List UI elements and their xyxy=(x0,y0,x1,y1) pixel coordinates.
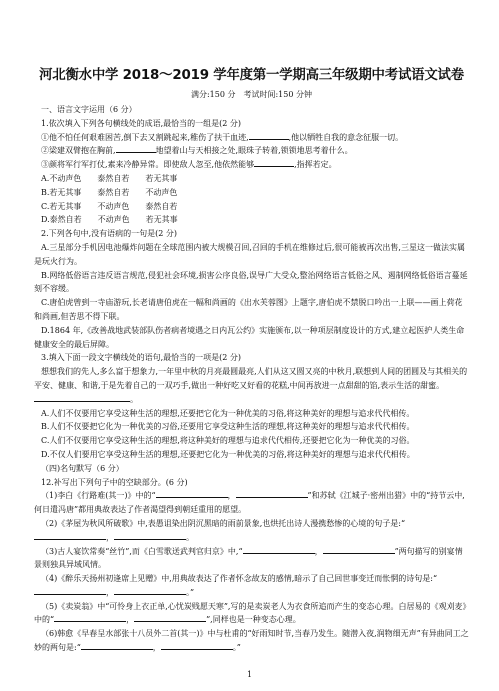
answer-blank xyxy=(34,393,130,402)
q3-option-d: D.不仅人们要用它享受这种生活的理想,还要把它化为一种优美的习俗,将这种美好的理想与追求代代相传。 xyxy=(41,449,415,459)
answer-blank xyxy=(34,586,106,595)
section-language: 一、语言文字运用（6 分） xyxy=(41,105,137,114)
section-quotations: （四)名句默写（6 分） xyxy=(41,463,124,473)
q1-option-b: B.若无其事 泰然自若 不动声色 xyxy=(41,187,178,197)
answer-blank xyxy=(243,545,315,554)
answer-blank xyxy=(116,144,156,153)
q2-option-a: A.三星部分手机因电池爆炸问题在全球范围内被大规模召回,召回的手机在维修过后,很可能被再次出售,三星这一做法实属是玩火行为。 xyxy=(34,242,465,266)
answer-blank xyxy=(54,613,126,622)
q2-option-d: D.1864 年,《改善战地武装部队伤者病者境遇之日内瓦公约》实施颁布,以一种项层制度设计的方式,建立起医护人类生命健康安全的最后屏障。 xyxy=(34,325,465,349)
question-3: 3.填入下面一段文字横线处的语句,最恰当的一项是(2 分) xyxy=(41,353,242,363)
q1-sentence-3: ③颜将军行军打仗,素来冷静异常。即使敌人忽至,他依然能够 ,指挥若定。 xyxy=(41,160,337,170)
q2-option-c: C.唐伯虎曾到一寺庙游玩,长老请唐伯虎在一幅和尚画的《出水芙蓉图》上题字,唐伯虎不禁脱口吟出一上联——画上荷花和尚画,但苦思不得下联。 xyxy=(34,298,463,321)
q1-option-c: C.若无其事 不动声色 泰然自若 xyxy=(41,201,178,211)
answer-blank xyxy=(161,641,233,650)
q1-option-d: D.泰然自若 不动声色 若无其事 xyxy=(41,215,178,225)
answer-blank xyxy=(114,531,186,540)
q12-item-3: （3)古人宴饮常奏“丝竹”,而《白雪歌送武判官归京》中,“ ， ”两句描写的别宴情景则独具异域风情。 xyxy=(34,546,463,570)
q1-option-a: A.不动声色 泰然自若 若无其事 xyxy=(41,173,178,183)
answer-blank xyxy=(134,613,206,622)
exam-title: 河北衡水中学 2018～2019 学年度第一学期高三年级期中考试语文试卷 xyxy=(39,68,464,83)
answer-blank xyxy=(249,131,289,140)
q12-item-5: （5)《卖炭翁》中“可怜身上衣正单,心忧炭贱愿天寒”,写的是卖炭老人为衣食所追而产生的变态心理。白居易的《观刈麦》中的“ ， ”,同样也是一种变态心理。 xyxy=(34,601,467,625)
q3-passage: 想想我们的先人,多么富于想象力,一年里中秋的月亮最圆最亮,人们从这又圆又亮的中秋月,联想到人间的团圆及与其相关的平安、健康、和谐,于是先着自己的一双巧手,做出一种好吃又好看的花糕,中间再放进一点甜甜的馅,表示生活的甜蜜。。 xyxy=(34,367,468,404)
answer-blank xyxy=(156,489,228,498)
q12-item-6: （6)韩愈《早春呈水部张十八员外二首(其一)》中与杜甫的“好雨知时节,当春乃发生。随潜入夜,润物细无声”有异曲同工之妙的两句是:“ ， 。” xyxy=(34,629,469,653)
q12-item-1: （1)李白《行路难(其一)》中的“ ， ”和苏轼《江城子·密州出猎》中的“持节云中,何日遣冯唐”都用典故表达了作者渴望得到朝廷重用的愿望。 xyxy=(34,491,465,515)
answer-blank xyxy=(236,489,308,498)
question-2: 2.下列各句中,没有语病的一句是(2 分) xyxy=(41,229,178,239)
q3-option-c: C.人们不仅要用它享受这种生活的理想,将这种美好的理想与追求代代相传,还要把它化为一种优美的习俗。 xyxy=(41,436,415,446)
question-1: 1.依次填入下列各句横线处的成语,最恰当的一组是(2 分) xyxy=(41,118,242,128)
answer-blank xyxy=(81,641,153,650)
answer-blank xyxy=(323,545,395,554)
q12-item-2: （2)《茅屋为秋风所破歌》中,表愚诅染出阴沉黑暗的雨前景象,也烘托出诗人漫携愁惨的心境的句子是:“， 。 xyxy=(34,517,469,545)
q3-option-b: B.人们不仅要把它化为一种优美的习俗,还要用它享受这种生活的理想,将这种美好的理想与追求代代相传。 xyxy=(41,422,415,432)
answer-blank xyxy=(114,586,186,595)
question-12: 12.补写出下列句子中的空缺部分。(6 分) xyxy=(41,477,188,487)
q1-sentence-2: ②梁建双臂抱在胸前, 地望着山与天相接之处,眼珠子转着,锁锁地思考着什么。 xyxy=(41,146,353,156)
page-number: 1 xyxy=(246,670,253,679)
q2-option-b: B.网络低俗语言违反语言规范,侵犯社会环境,损害公序良俗,误导广大受众,整治网络语言低俗之风、遏制网络低俗语言蔓延刻不容缓。 xyxy=(34,270,468,294)
answer-blank xyxy=(254,158,294,167)
exam-meta: 满分:150 分 考试时间:150 分钟 xyxy=(190,90,312,99)
q12-item-4: （4)《醉乐天扬州初逢席上见赠》中,用典故表达了作者怀念故友的感情,暗示了自己回世事变迁而怅惘的诗句是:“， 。” xyxy=(34,572,469,600)
q3-option-a: A.人们不仅要用它享受这种生活的理想,还要把它化为一种优美的习俗,将这种美好的理想与追求代代相传。 xyxy=(41,408,415,418)
answer-blank xyxy=(34,531,106,540)
q1-sentence-1: ①他不怕任何艰难困苦,倒下去又割跳起来,稚伤了扶干血迹, ,他以牺牲自我的意念征服一切。 xyxy=(41,132,404,142)
